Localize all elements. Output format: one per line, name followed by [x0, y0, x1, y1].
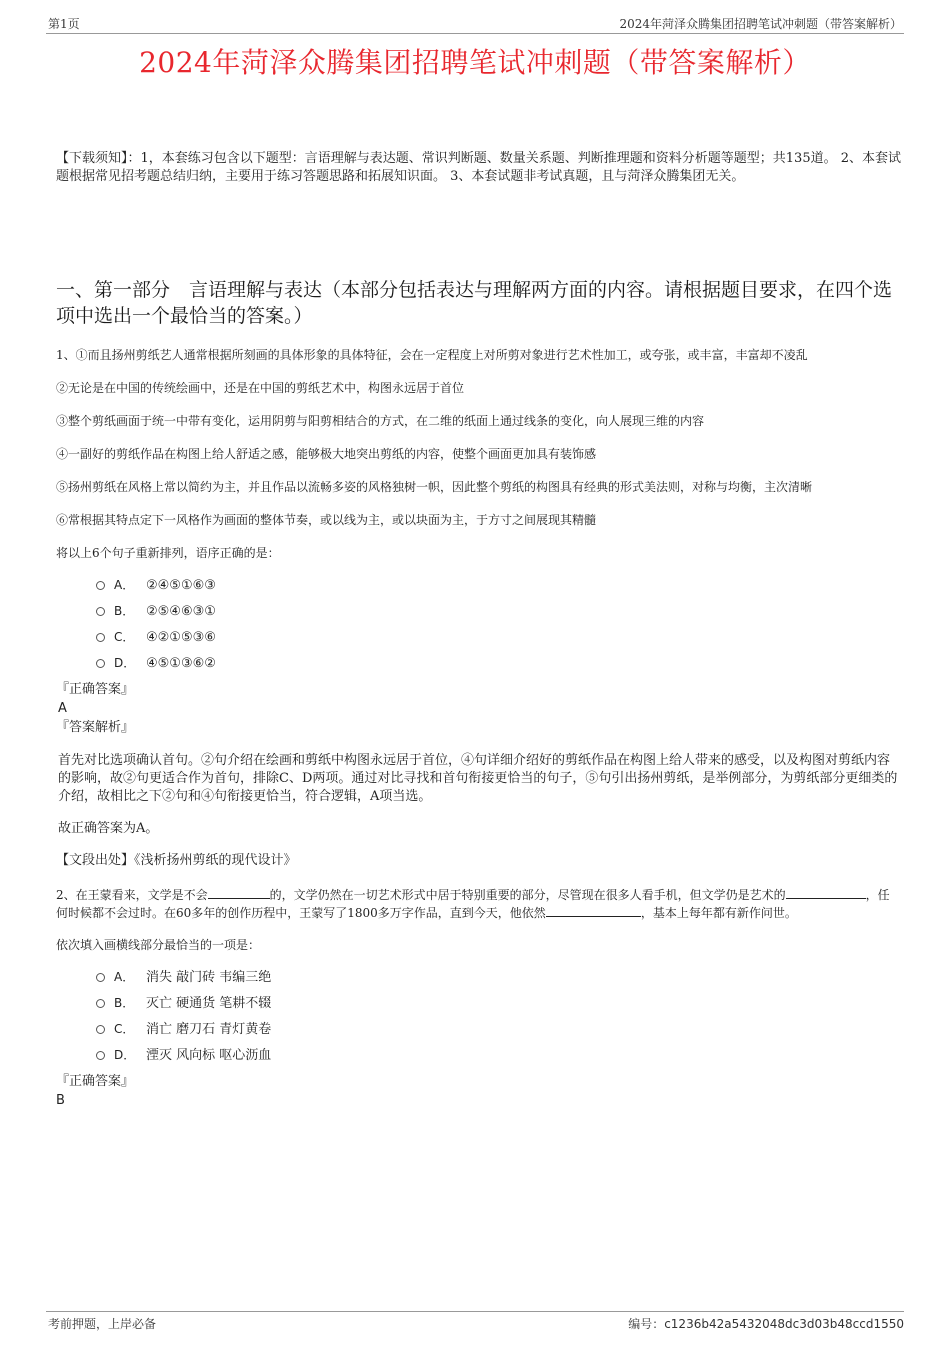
question-2 [56, 886, 901, 1110]
radio-icon[interactable] [96, 1025, 105, 1034]
q1-option-a[interactable]: A． ②④⑤①⑥③ [96, 572, 901, 598]
q2-option-d[interactable]: D． 湮灭 风向标 呕心沥血 [96, 1042, 901, 1068]
q1-sentence-6: ⑥常根据其特点定下一风格作为画面的整体节奏，或以线为主，或以块面为主，于方寸之间展现其精髓 [56, 513, 597, 527]
q1-sentence-2: ②无论是在中国的传统绘画中，还是在中国的剪纸艺术中，构图永远居于首位 [56, 381, 465, 395]
blank-2 [786, 886, 866, 899]
q1-option-b[interactable]: B． ②⑤④⑥③① [96, 598, 901, 624]
radio-icon[interactable] [96, 973, 105, 982]
radio-icon[interactable] [96, 581, 105, 590]
page-footer [46, 1311, 904, 1332]
document-title: 2024年菏泽众腾集团招聘笔试冲刺题（带答案解析） [139, 46, 811, 79]
q1-conclusion: 故正确答案为A。 [58, 821, 159, 836]
radio-icon[interactable] [96, 1051, 105, 1060]
q1-options [96, 572, 901, 676]
radio-icon[interactable] [96, 633, 105, 642]
q2-option-c[interactable]: C． 消亡 磨刀石 青灯黄卷 [96, 1016, 901, 1042]
q1-answer-label: 『正确答案』 [56, 682, 135, 697]
radio-icon[interactable] [96, 999, 105, 1008]
q1-source: 【文段出处】《浅析扬州剪纸的现代设计》 [56, 853, 297, 868]
q1-option-d[interactable]: D． ④⑤①③⑥② [96, 650, 901, 676]
q1-analysis: 首先对比选项确认首句。②句介绍在绘画和剪纸中构图永远居于首位，④句详细介绍好的剪纸作品在构图上给人带来的感受，以及构图对剪纸内容的影响，故②句更适合作为首句，排除C、D两项。通过对比寻找和首句衔接更恰当的句子，⑤句引出扬州剪纸，是举例部分，为剪纸部分更细类的介绍，故相比之下②句和④句衔接更恰当，符合逻辑，A项当选。 [58, 753, 898, 804]
q1-prompt: 将以上6个句子重新排列，语序正确的是： [56, 546, 280, 560]
q2-option-a[interactable]: A． 消失 敲门砖 韦编三绝 [96, 964, 901, 990]
q1-analysis-label: 『答案解析』 [56, 720, 135, 735]
blank-1 [208, 886, 270, 899]
q1-option-c[interactable]: C． ④②①⑤③⑥ [96, 624, 901, 650]
blank-3 [546, 904, 641, 917]
q1-answer: A [58, 701, 67, 716]
page-header [46, 14, 904, 34]
q1-sentence-3: ③整个剪纸画面于统一中带有变化，运用阴剪与阳剪相结合的方式，在二维的纸面上通过线条的变化，向人展现三维的内容 [56, 414, 705, 428]
download-notice: 【下载须知】：1，本套练习包含以下题型：言语理解与表达题、常识判断题、数量关系题、判断推理题和资料分析题等题型；共135道。 2、本套试题根据常见招考题总结归纳，主要用于练习答题思路和拓展知识面。 3、本套试题非考试真题，且与菏泽众腾集团无关。 [56, 151, 901, 184]
q1-sentence-5: ⑤扬州剪纸在风格上常以简约为主，并且作品以流畅多姿的风格独树一帜，因此整个剪纸的构图具有经典的形式美法则，对称与均衡，主次清晰 [56, 480, 813, 494]
q1-sentence-4: ④一副好的剪纸作品在构图上给人舒适之感，能够极大地突出剪纸的内容，使整个画面更加具有装饰感 [56, 447, 597, 461]
q2-prompt: 依次填入画横线部分最恰当的一项是： [56, 938, 261, 952]
q2-answer-label: 『正确答案』 [56, 1074, 135, 1089]
question-1 [56, 346, 901, 1125]
radio-icon[interactable] [96, 607, 105, 616]
running-title: 2024年菏泽众腾集团招聘笔试冲刺题（带答案解析） [619, 17, 902, 31]
footer-code: 编号：c1236b42a5432048dc3d03b48ccd1550 [628, 1317, 904, 1331]
radio-icon[interactable] [96, 659, 105, 668]
q2-stem: 2、在王蒙看来，文学是不会 的，文学仍然在一切艺术形式中居于特别重要的部分，尽管现在很多人看手机，但文学仍是艺术的 ，任何时候都不会过时。在60多年的创作历程中，王蒙写了1800多万字作品，直到今天，他依然 ，基本上每年都有新作问世。 [56, 888, 890, 920]
section-title: 一、第一部分 言语理解与表达（本部分包括表达与理解两方面的内容。请根据题目要求，在四个选项中选出一个最恰当的答案。） [56, 279, 893, 327]
q1-sentence-1: 1、①而且扬州剪纸艺人通常根据所刻画的具体形象的具体特征，会在一定程度上对所剪对象进行艺术性加工，或夸张，或丰富，丰富却不凌乱 [56, 348, 808, 362]
q2-options [96, 964, 901, 1068]
footer-slogan: 考前押题，上岸必备 [48, 1317, 157, 1331]
q2-option-b[interactable]: B． 灭亡 硬通货 笔耕不辍 [96, 990, 901, 1016]
page-number: 第1页 [48, 17, 80, 31]
q2-answer: B [56, 1093, 65, 1108]
